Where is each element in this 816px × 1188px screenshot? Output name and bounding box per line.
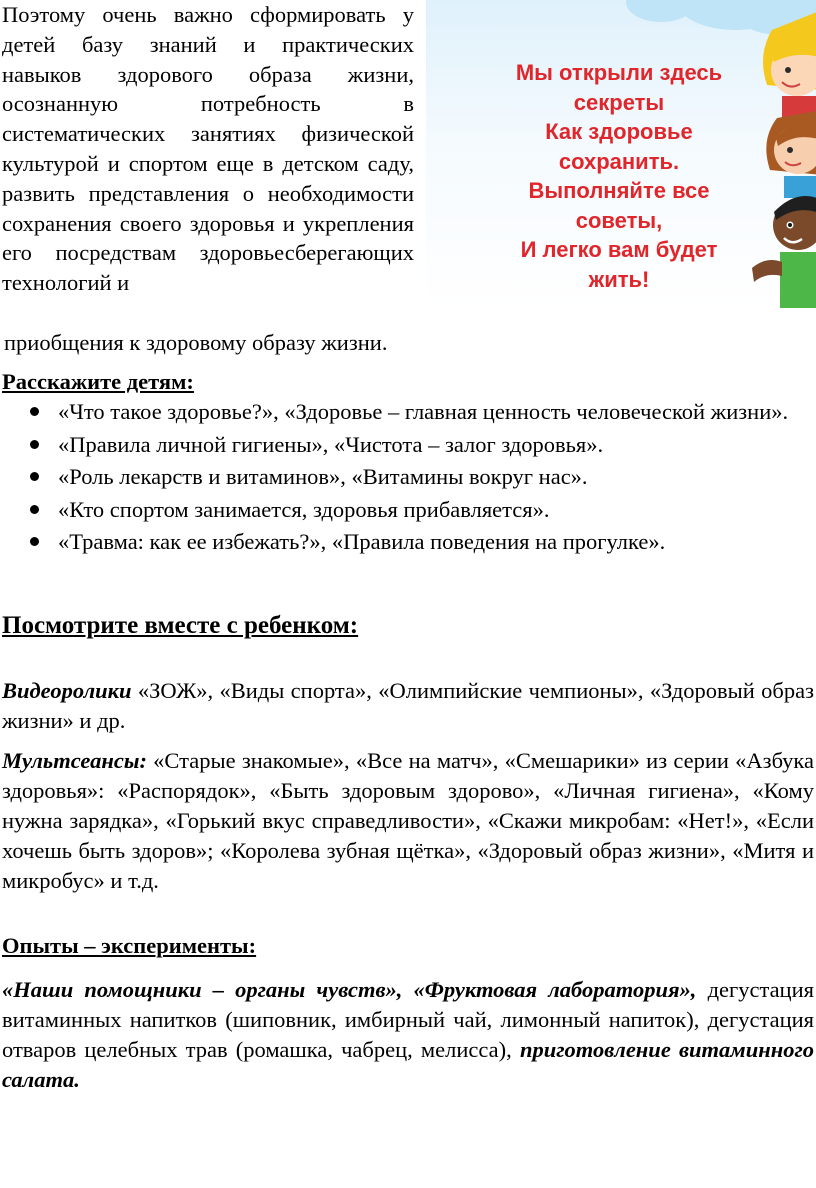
list-item: «Травма: как ее избежать?», «Правила поведения на прогулке». <box>0 527 810 557</box>
intro-text: Поэтому очень важно сформировать у детей базу знаний и практических навыков здорового образа жизни, осознанную потребность в систематических занятиях физической культурой и спортом еще в детском саду, развить представления о необходимости сохранения своего здоровья и укрепления его посредствам здоровьесберегающих технологий и <box>2 2 414 296</box>
list-item: «Роль лекарств и витаминов», «Витамины вокруг нас». <box>0 462 810 492</box>
cartoons-text: «Старые знакомые», «Все на матч», «Смешарики» из серии «Азбука здоровья»: «Распорядок», «Быть здоровым здорово», «Личная гигиена», «Кому нужна зарядка», «Горький вкус справедливости», «Скажи микробам: «Нет!», «Если хочешь быть здоров»; «Королева зубная щётка», «Здоровый образ жизни», «Митя и микробус» и т.д. <box>2 748 814 893</box>
list-item: «Правила личной гигиены», «Чистота – залог здоровья». <box>0 430 810 460</box>
list-item: «Что такое здоровье?», «Здоровье – главная ценность человеческой жизни». <box>0 397 810 427</box>
tell-children-title: Расскажите детям: <box>2 369 194 394</box>
banner-message <box>454 58 784 294</box>
child-dark-icon <box>752 196 816 308</box>
bullet-icon <box>30 537 39 546</box>
tips-list <box>0 397 810 560</box>
videos-text: «ЗОЖ», «Виды спорта», «Олимпийские чемпионы», «Здоровый образ жизни» и др. <box>2 678 814 733</box>
intro-last-line: приобщения к здоровому образу жизни. <box>4 330 388 355</box>
bullet-icon <box>30 407 39 416</box>
banner-line: жить! <box>588 266 650 292</box>
videos-paragraph <box>2 676 814 736</box>
watch-title: Посмотрите вместе с ребенком: <box>2 612 359 639</box>
cloud-shape <box>626 0 696 22</box>
cartoons-paragraph <box>2 746 814 896</box>
intro-paragraph <box>2 0 414 298</box>
health-banner <box>426 0 816 308</box>
cartoons-label: Мультсеансы: <box>2 748 147 773</box>
banner-line: Выполняйте все <box>528 178 710 203</box>
videos-label: Видеоролики <box>2 678 132 703</box>
banner-line: Мы открыли здесь <box>515 60 723 85</box>
bullet-icon <box>30 440 39 449</box>
list-item: «Кто спортом занимается, здоровья прибавляется». <box>0 495 810 525</box>
bullet-icon <box>30 472 39 481</box>
bullet-icon <box>30 505 39 514</box>
experiments-text: дегустация витаминных напитков (шиповник, имбирный чай, лимонный напиток), дегустация отваров целебных трав (ромашка, чабрец, мелисса), <box>2 977 814 1062</box>
banner-line: советы, <box>575 207 663 233</box>
banner-line: секреты <box>573 89 665 115</box>
banner-line: сохранить. <box>558 148 680 174</box>
banner-line: Как здоровье <box>545 119 693 144</box>
experiments-bold: «Наши помощники – органы чувств», «Фруктовая лаборатория», <box>2 977 697 1002</box>
experiments-bold-end: приготовление витаминного салата. <box>2 1037 814 1092</box>
banner-line: И легко вам будет <box>520 237 718 262</box>
experiments-title: Опыты – эксперименты: <box>2 933 257 958</box>
children-illustration <box>752 0 816 308</box>
child-brunette-icon <box>766 110 816 198</box>
experiments-paragraph <box>2 975 814 1095</box>
